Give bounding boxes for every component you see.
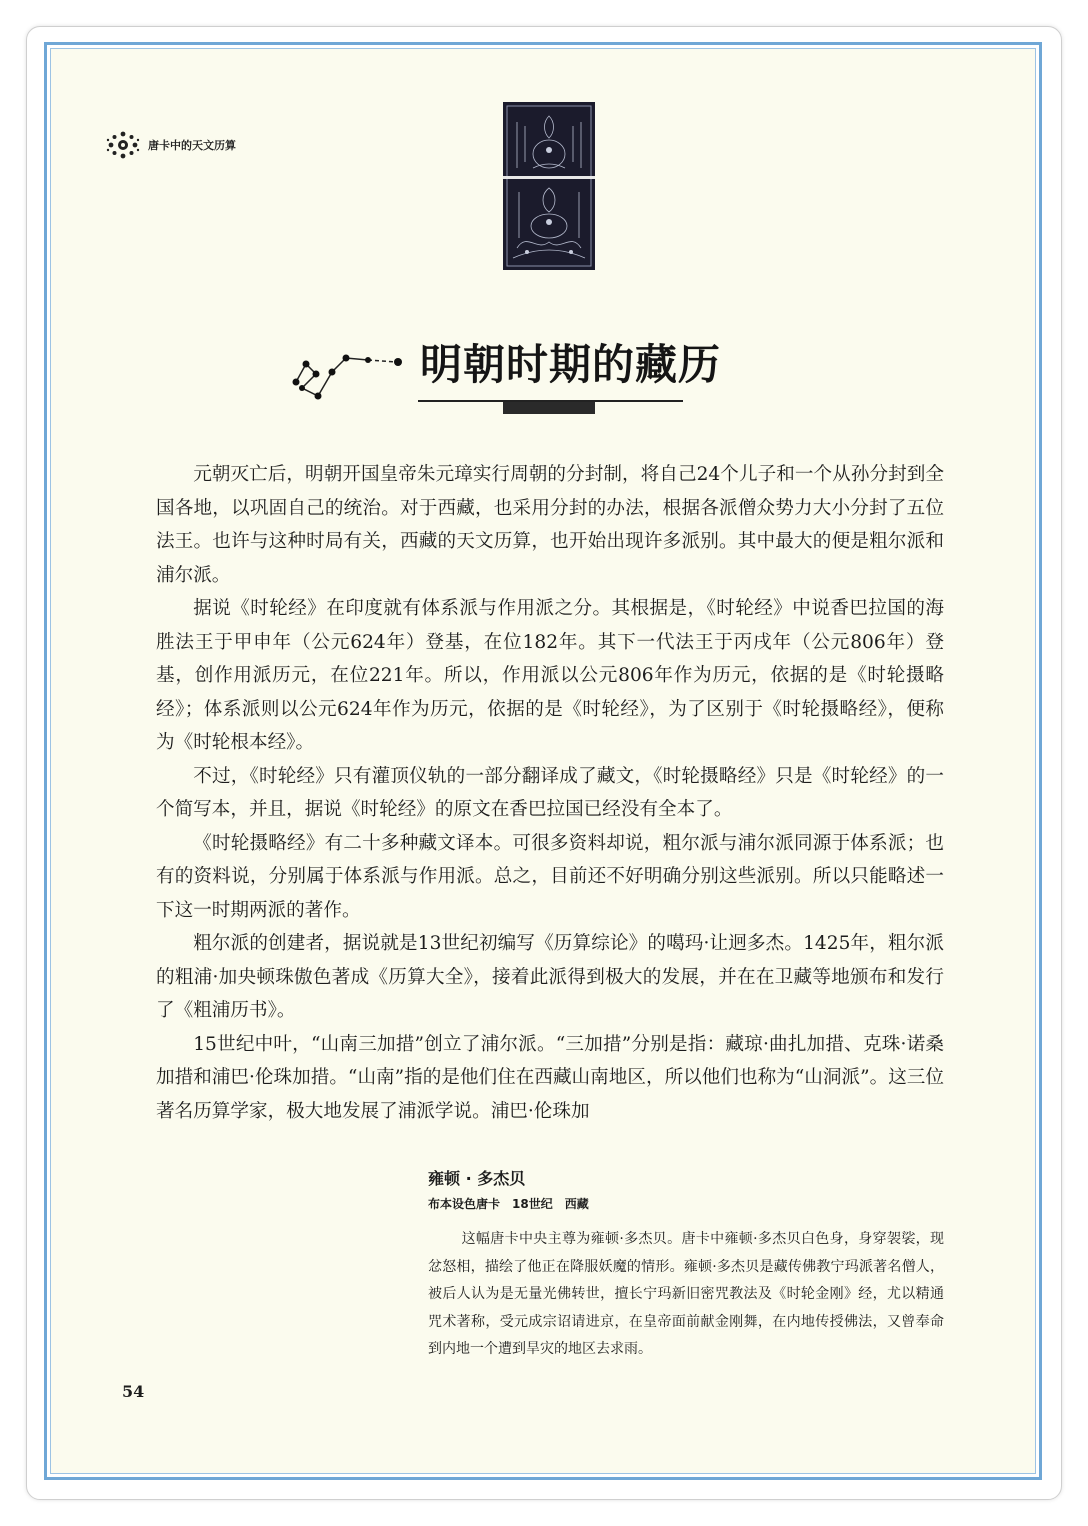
running-title: 唐卡中的天文历算: [148, 139, 236, 152]
thangka-illustration: [503, 102, 595, 270]
dharma-wheel-icon: [106, 130, 140, 160]
paragraph: 元朝灭亡后，明朝开国皇帝朱元璋实行周朝的分封制，将自己24个儿子和一个从孙分封到全国各地，以巩固自己的统治。对于西藏，也采用分封的办法，根据各派僧众势力大小分封了五位法王。也许与这种时局有关，西藏的天文历算，也开始出现许多派别。其中最大的便是粗尔派和浦尔派。: [156, 464, 944, 586]
caption-title: 雍顿 · 多杰贝: [428, 1169, 526, 1188]
title-bar-decoration: [503, 402, 595, 414]
paragraph: 《时轮摄略经》有二十多种藏文译本。可很多资料却说，粗尔派与浦尔派同源于体系派；也有的资料说，分别属于体系派与作用派。总之，目前还不好明确分别这些派别。所以只能略述一下这一时期两派的著作。: [156, 832, 944, 921]
paragraph: 粗尔派的创建者，据说就是13世纪初编写《历算综论》的噶玛·让迥多杰。1425年，粗尔派的粗浦·加央顿珠傲色著成《历算大全》，接着此派得到极大的发展，并在在卫藏等地颁布和发行了《粗浦历书》。: [156, 933, 944, 1021]
image-caption: [428, 1166, 944, 1364]
constellation-icon: [286, 346, 406, 406]
running-header: [106, 130, 236, 160]
body-text: [156, 458, 944, 1128]
paragraph: 不过，《时轮经》只有灌顶仪轨的一部分翻译成了藏文，《时轮摄略经》只是《时轮经》的一个简写本，并且，据说《时轮经》的原文在香巴拉国已经没有全本了。: [156, 765, 944, 820]
page-title: 明朝时期的藏历: [420, 340, 722, 389]
caption-subtitle: 布本设色唐卡 18世纪 西藏: [428, 1197, 589, 1211]
paragraph: 据说《时轮经》在印度就有体系派与作用派之分。其根据是，《时轮经》中说香巴拉国的海胜法王于甲申年（公元624年）登基，在位182年。其下一代法王于丙戌年（公元806年）登基，创作用派历元，在位221年。所以，作用派以公元806年作为历元，依据的是《时轮摄略经》；体系派则以公元624年作为历元，依据的是《时轮经》，为了区别于《时轮摄略经》，便称为《时轮根本经》。: [156, 598, 944, 753]
caption-text: 这幅唐卡中央主尊为雍顿·多杰贝。唐卡中雍顿·多杰贝白色身，身穿袈裟，现忿怒相，描绘了他正在降服妖魔的情形。雍顿·多杰贝是藏传佛教宁玛派著名僧人，被后人认为是无量光佛转世，擅长宁玛新旧密咒教法及《时轮金刚》经，尤以精通咒术著称，受元成宗诏请进京，在皇帝面前献金刚舞，在内地传授佛法，又曾奉命到内地一个遭到旱灾的地区去求雨。: [428, 1231, 944, 1357]
page-number: 54: [122, 1382, 145, 1401]
thangka-image: [503, 102, 595, 270]
paragraph: 15世纪中叶，“山南三加措”创立了浦尔派。“三加措”分别是指：藏琼·曲扎加措、克珠·诺桑加措和浦巴·伦珠加措。“山南”指的是他们住在西藏山南地区，所以他们也称为“山洞派”。这三位著名历算学家，极大地发展了浦派学说。浦巴·伦珠加: [156, 1033, 944, 1122]
